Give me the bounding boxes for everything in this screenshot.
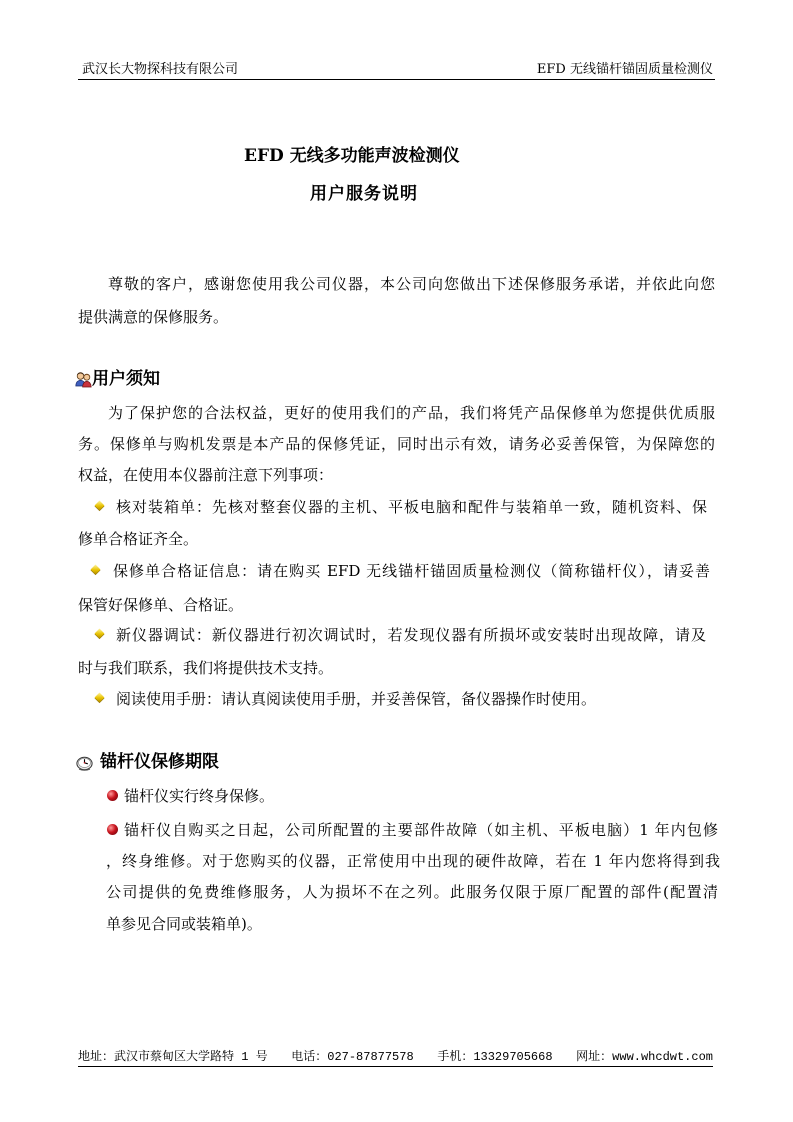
users-icon [75,371,92,388]
header-product: EFD 无线锚杆锚固质量检测仪 [536,62,713,77]
diamond-bullet-icon [95,629,105,639]
intro-line: 尊敬的客户，感谢您使用我公司仪器，本公司向您做出下述保修服务承诺，并依此向您 [108,275,715,293]
notice-line: 为了保护您的合法权益，更好的使用我们的产品，我们将凭产品保修单为您提供优质服 [108,404,715,422]
notice-item-line: 时与我们联系，我们将提供技术支持。 [78,659,334,677]
page-header [78,61,715,80]
warranty-item-line: 单参见合同或装箱单)。 [106,915,262,933]
diamond-bullet-icon [95,501,105,511]
notice-line: 务。保修单与购机发票是本产品的保修凭证，同时出示有效，请务必妥善保管，为保障您的 [78,435,715,453]
section-heading-notice: 用户须知 [92,369,160,389]
header-company: 武汉长大物探科技有限公司 [82,62,239,77]
footer-phone: 电话：027-87877578 [291,1050,414,1064]
footer-address: 地址：武汉市蔡甸区大学路特 1 号 [78,1050,268,1064]
document-title: EFD 无线多功能声波检测仪 [244,146,460,166]
document-subtitle: 用户服务说明 [310,184,418,204]
footer-mobile: 手机：13329705668 [437,1050,553,1064]
warranty-item-line: ，终身维修。对于您购买的仪器，正常使用中出现的硬件故障，若在 1 年内您将得到我 [106,852,720,870]
warranty-item-line: 锚杆仪自购买之日起，公司所配置的主要部件故障（如主机、平板电脑）1 年内包修 [124,821,718,839]
notice-item-line: 保管好保修单、合格证。 [78,596,244,614]
notice-line: 权益，在使用本仪器前注意下列事项： [78,466,334,484]
red-ball-bullet-icon [107,790,118,801]
notice-item-line: 核对装箱单：先核对整套仪器的主机、平板电脑和配件与装箱单一致，随机资料、保 [116,498,707,516]
diamond-bullet-icon [91,565,101,575]
red-ball-bullet-icon [107,824,118,835]
section-heading-warranty: 锚杆仪保修期限 [100,752,219,772]
notice-item-line: 新仪器调试：新仪器进行初次调试时，若发现仪器有所损坏或安装时出现故障，请及 [116,626,706,644]
clock-icon [76,754,93,771]
page-footer [78,1048,713,1067]
warranty-item-line: 锚杆仪实行终身保修。 [124,787,275,805]
diamond-bullet-icon [95,693,105,703]
notice-item-line: 阅读使用手册：请认真阅读使用手册，并妥善保管，备仪器操作时使用。 [116,690,597,708]
notice-item-line: 修单合格证齐全。 [78,530,199,548]
intro-line: 提供满意的保修服务。 [78,308,229,326]
footer-website: 网址：www.whcdwt.com [576,1050,713,1064]
notice-item-line: 保修单合格证信息：请在购买 EFD 无线锚杆锚固质量检测仪（简称锚杆仪），请妥善 [113,562,710,580]
warranty-item-line: 公司提供的免费维修服务，人为损坏不在之列。此服务仅限于原厂配置的部件(配置清 [106,883,718,901]
